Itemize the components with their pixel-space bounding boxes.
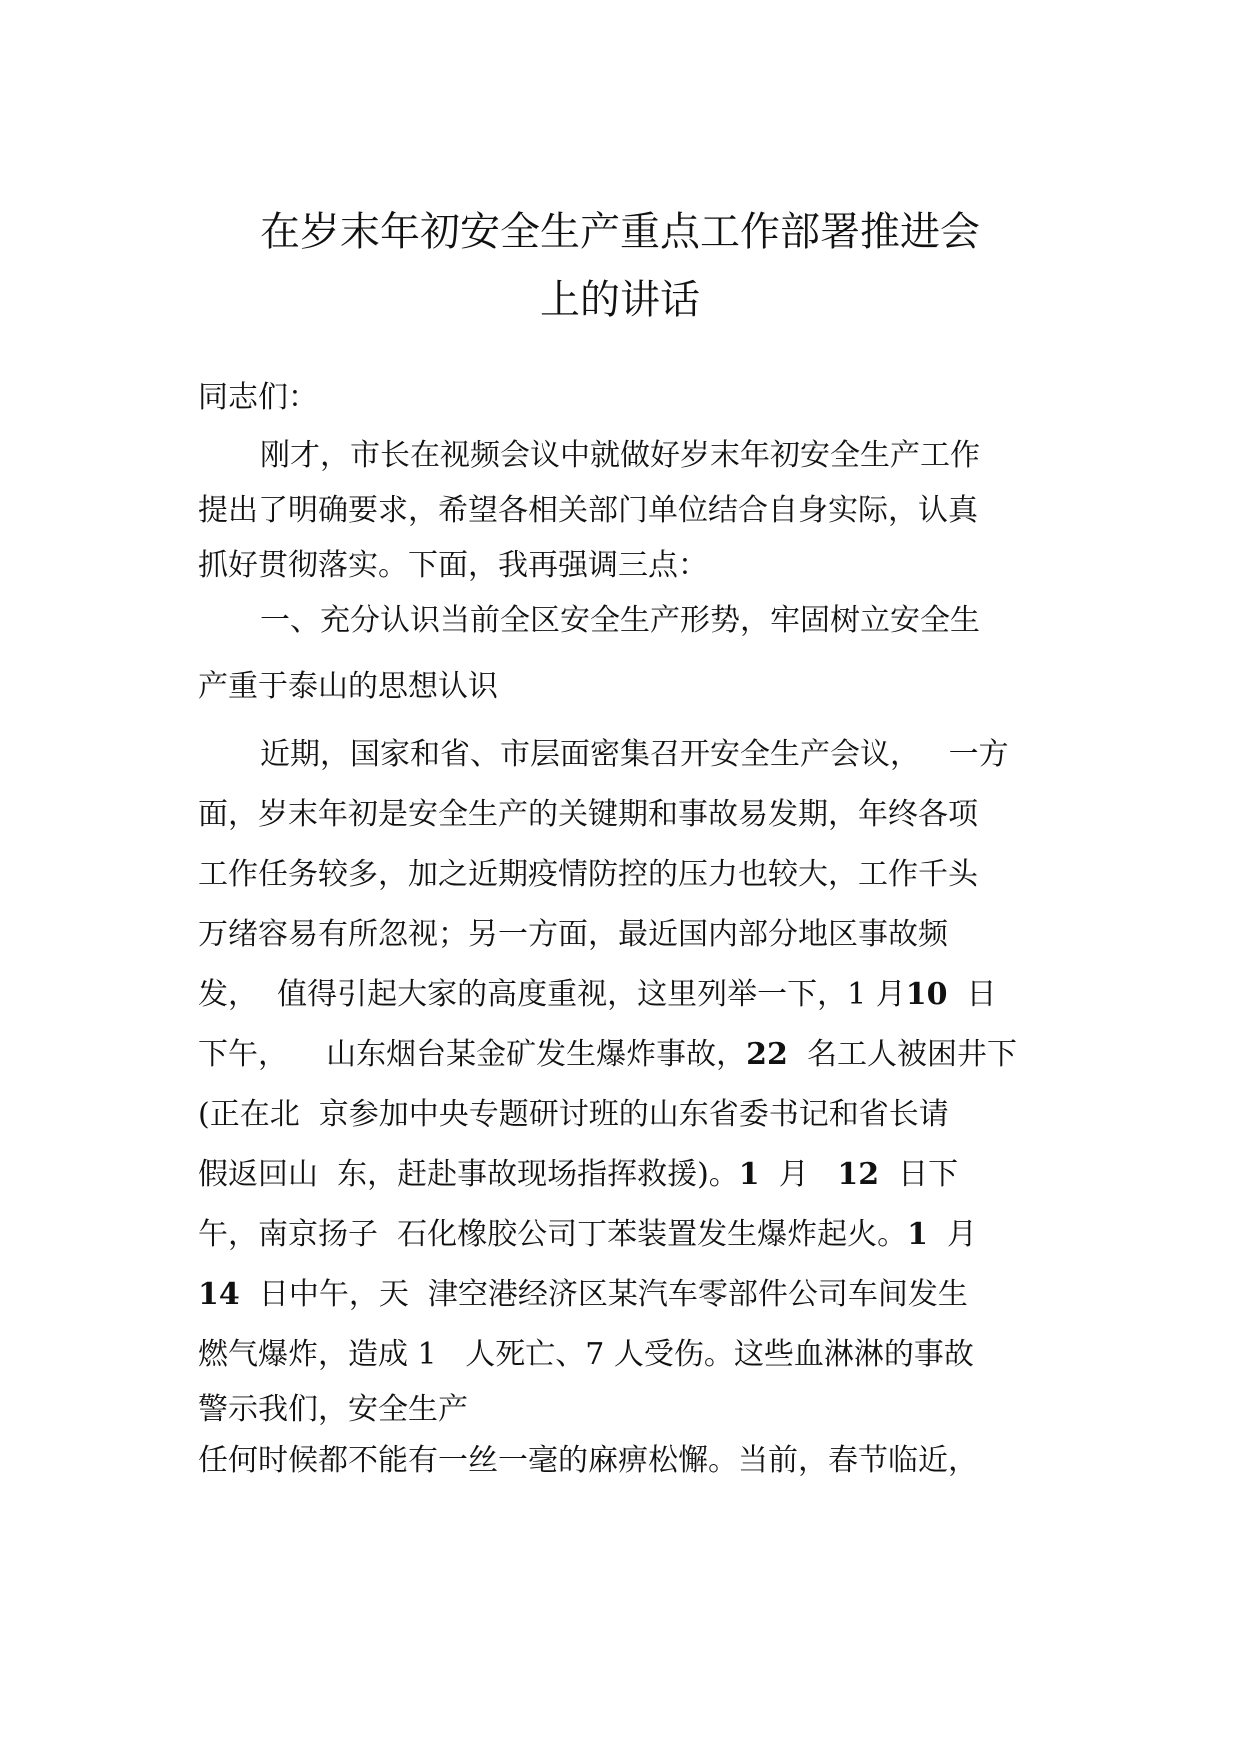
number-segment: 12 [837,1157,880,1192]
section-heading-line: 产重于泰山的思想认识 [198,669,498,704]
paragraph-line [198,977,997,1012]
text-segment: 下午， 山东烟台某金矿发生爆炸事故， [198,1037,747,1072]
paragraph-line [198,1217,978,1252]
paragraph-line: (正在北 京参加中央专题研讨班的山东省委书记和省长请 [198,1097,949,1132]
number-segment: 10 [905,977,948,1012]
text-segment: 月 [759,1157,838,1192]
paragraph-line [198,1157,959,1192]
number-segment: 1 [738,1157,760,1192]
number-segment: 1 [907,1217,928,1252]
paragraph-line [198,1277,968,1312]
number-segment: 22 [746,1037,788,1072]
text-segment: 假返回山 东，赶赴事故现场指挥救援)。 [198,1157,739,1192]
number-segment: 14 [198,1277,240,1312]
document-title-line-2: 上的讲话 [540,277,700,323]
paragraph-line: 万绪容易有所忽视；另一方面，最近国内部分地区事故频 [198,917,948,952]
paragraph-line: 提出了明确要求，希望各相关部门单位结合自身实际，认真 [198,493,978,528]
document-title-line-1: 在岁末年初安全生产重点工作部署推进会 [260,209,980,255]
paragraph-line: 警示我们，安全生产 [198,1392,468,1427]
paragraph-line: 工作任务较多，加之近期疫情防控的压力也较大，工作千头 [198,857,978,892]
paragraph-line: 面，岁末年初是安全生产的关键期和事故易发期，年终各项 [198,797,978,832]
paragraph-line: 刚才，市长在视频会议中就做好岁末年初安全生产工作 [260,438,980,473]
paragraph-line: 近期，国家和省、市层面密集召开安全生产会议， 一方 [260,737,1009,772]
paragraph-line [198,1037,1017,1072]
text-segment: 名工人被困井下 [787,1037,1017,1072]
text-segment: 月 [927,1217,978,1252]
text-segment: 日下 [879,1157,959,1192]
paragraph-line: 抓好贯彻落实。下面，我再强调三点： [198,548,708,583]
text-segment: 日中午，天 津空港经济区某汽车零部件公司车间发生 [239,1277,968,1312]
section-heading-line: 一、充分认识当前全区安全生产形势，牢固树立安全生 [260,603,980,638]
text-segment: 日 [947,977,997,1012]
text-segment: 发， 值得引起大家的高度重视，这里列举一下，1 月 [198,977,906,1012]
text-segment: 午，南京扬子 石化橡胶公司丁苯装置发生爆炸起火。 [198,1217,908,1252]
greeting: 同志们： [198,380,318,415]
paragraph-line: 燃气爆炸，造成 1 人死亡、7 人受伤。这些血淋淋的事故 [198,1337,974,1372]
paragraph-line: 任何时候都不能有一丝一毫的麻痹松懈。当前，春节临近， [198,1443,978,1478]
